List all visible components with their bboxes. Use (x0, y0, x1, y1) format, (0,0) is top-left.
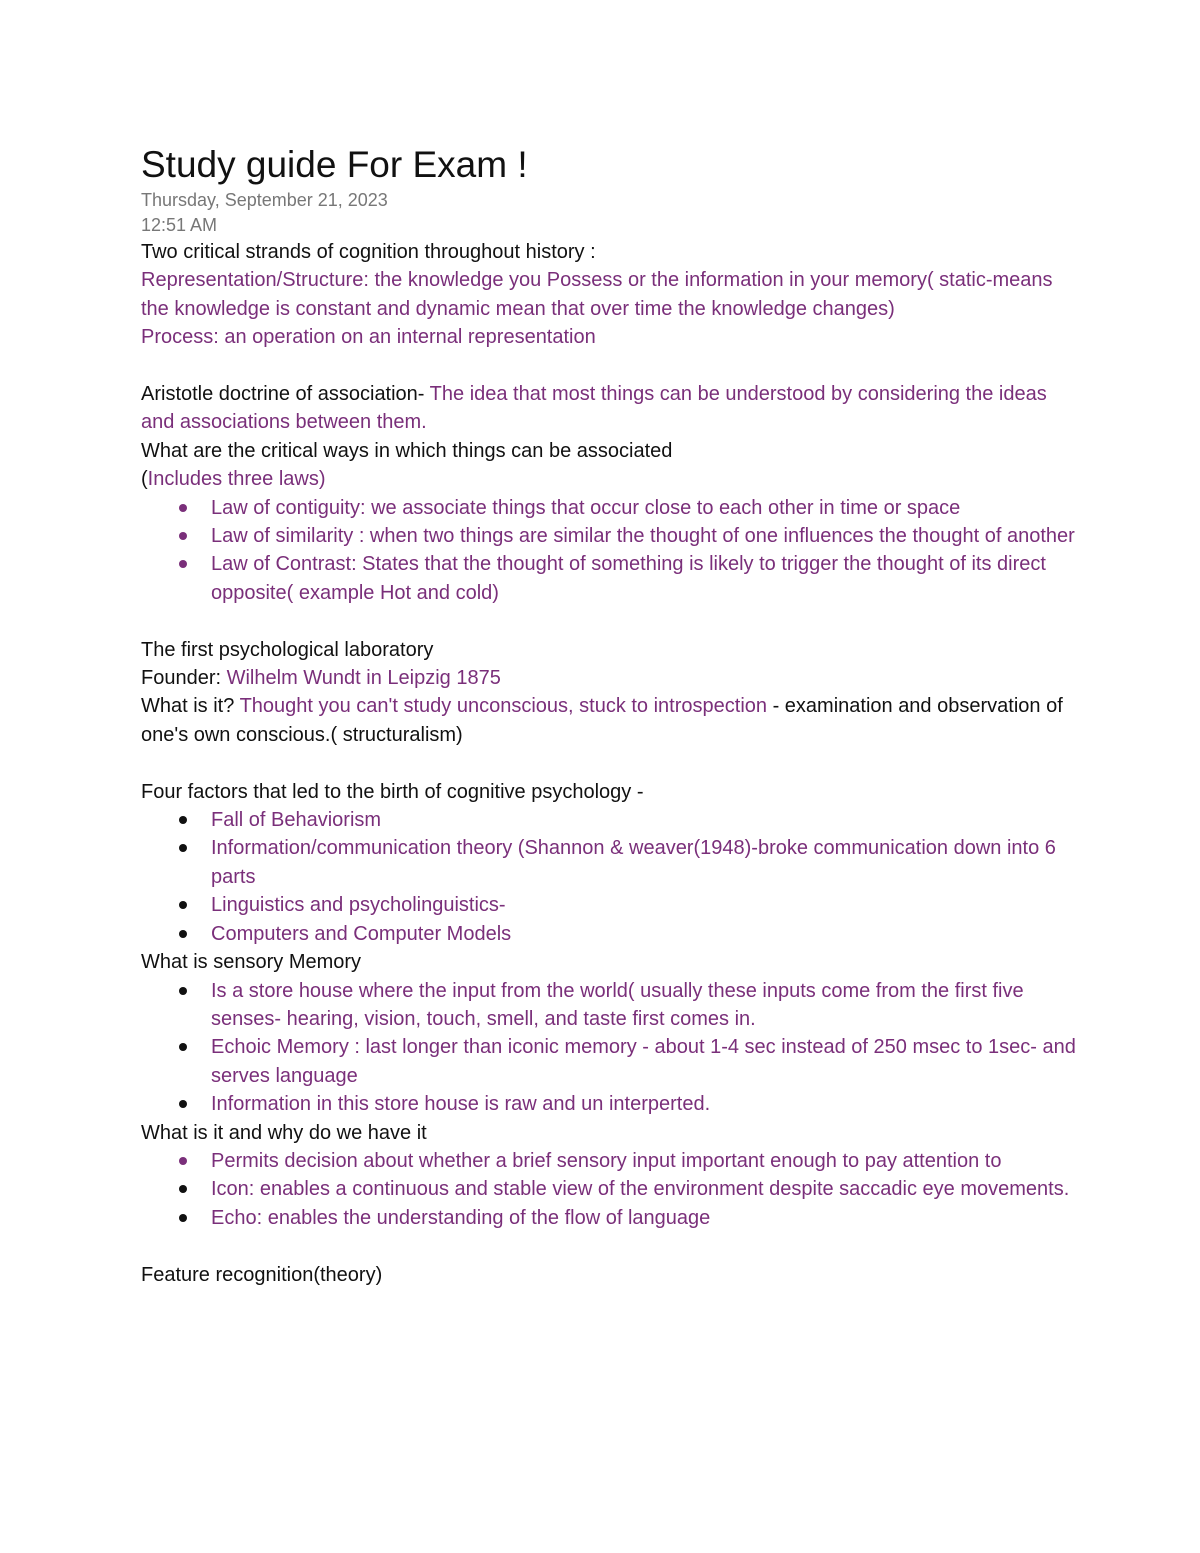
spacer (141, 352, 1081, 380)
lab-what (141, 692, 1081, 749)
list-item-text: Echo: enables the understanding of the flow of language (211, 1206, 711, 1229)
bullet-icon (179, 1157, 187, 1165)
list-item (141, 550, 1081, 607)
association-question: What are the critical ways in which things can be associated (141, 439, 673, 462)
what-rest: - examination and observation of one's own conscious.( structuralism) (141, 695, 1063, 746)
feature-heading: Feature recognition(theory) (141, 1263, 383, 1286)
list-item (141, 806, 1081, 834)
bullet-icon (179, 532, 187, 540)
list-item-text: Echoic Memory : last longer than iconic memory - about 1-4 sec instead of 250 msec to 1sec- and serves language (211, 1036, 1076, 1087)
lab-founder (141, 664, 1081, 692)
lab-heading: The first psychological laboratory (141, 638, 434, 661)
process-definition: Process: an operation on an internal representation (141, 326, 596, 349)
note-date: Thursday, September 21, 2023 (141, 190, 388, 210)
list-item (141, 834, 1081, 891)
note-time: 12:51 AM (141, 215, 218, 235)
strands-heading: Two critical strands of cognition throughout history : (141, 241, 596, 263)
bullet-icon (179, 1214, 187, 1222)
list-item-text: Law of similarity : when two things are similar the thought of one influences the thought of another (211, 525, 1075, 548)
why-heading: What is it and why do we have it (141, 1121, 427, 1144)
spacer (141, 607, 1081, 635)
bullet-icon (179, 844, 187, 852)
list-item (141, 494, 1081, 522)
list-item (141, 1090, 1081, 1118)
list-item-text: Law of contiguity: we associate things that occur close to each other in time or space (211, 496, 961, 519)
representation-definition: Representation/Structure: the knowledge you Possess or the information in your memory( static-means the knowledge is constant and dynamic mean that over time the knowledge changes) (141, 269, 1053, 320)
laws-intro (141, 465, 1081, 493)
list-item-text: Computers and Computer Models (211, 922, 512, 945)
list-item-text: Linguistics and psycholinguistics- (211, 894, 506, 917)
bullet-icon (179, 930, 187, 938)
bullet-icon (179, 816, 187, 824)
list-item (141, 891, 1081, 919)
aristotle-paragraph (141, 380, 1081, 437)
laws-label: Includes three laws) (147, 468, 326, 491)
list-item-text: Icon: enables a continuous and stable view of the environment despite saccadic eye movements. (211, 1178, 1070, 1201)
sensory-heading: What is sensory Memory (141, 951, 362, 974)
what-purple: Thought you can't study unconscious, stuck to introspection (239, 695, 768, 718)
list-item-text: Is a store house where the input from the world( usually these inputs come from the first five senses- hearing, vision, touch, smell, and taste first comes in. (211, 979, 1024, 1030)
list-item (141, 1204, 1081, 1232)
bullet-icon (179, 1185, 187, 1193)
founder-value: Wilhelm Wundt in Leipzig 1875 (226, 667, 501, 690)
list-item (141, 920, 1081, 948)
founder-label: Founder: (141, 667, 227, 690)
factors-heading: Four factors that led to the birth of cognitive psychology - (141, 780, 644, 803)
page-title: Study guide For Exam ! (141, 144, 528, 185)
factors-list (141, 806, 1081, 948)
list-item (141, 1033, 1081, 1090)
bullet-icon (179, 1043, 187, 1051)
bullet-icon (179, 504, 187, 512)
list-item (141, 522, 1081, 550)
paren-open: ( (141, 468, 148, 491)
spacer (141, 749, 1081, 777)
bullet-icon (179, 901, 187, 909)
list-item-text: Permits decision about whether a brief sensory input important enough to pay attention to (211, 1149, 1002, 1172)
list-item (141, 1147, 1081, 1175)
list-item-text: Law of Contrast: States that the thought of something is likely to trigger the thought of its direct opposite( example Hot and cold) (211, 553, 1046, 604)
spacer (141, 1232, 1081, 1260)
list-item (141, 977, 1081, 1034)
aristotle-definition: The idea that most things can be understood by considering the ideas and associations between them. (141, 383, 1047, 434)
why-list (141, 1147, 1081, 1232)
list-item (141, 1175, 1081, 1203)
sensory-list (141, 977, 1081, 1119)
list-item-text: Information in this store house is raw and un interperted. (211, 1093, 711, 1116)
what-label: What is it? (141, 695, 240, 718)
bullet-icon (179, 1100, 187, 1108)
bullet-icon (179, 987, 187, 995)
aristotle-label: Aristotle doctrine of association- (141, 383, 430, 406)
laws-list (141, 494, 1081, 608)
list-item-text: Fall of Behaviorism (211, 809, 382, 832)
note-content (141, 142, 1081, 1289)
bullet-icon (179, 560, 187, 568)
list-item-text: Information/communication theory (Shannon & weaver(1948)-broke communication down into 6 parts (211, 837, 1056, 888)
